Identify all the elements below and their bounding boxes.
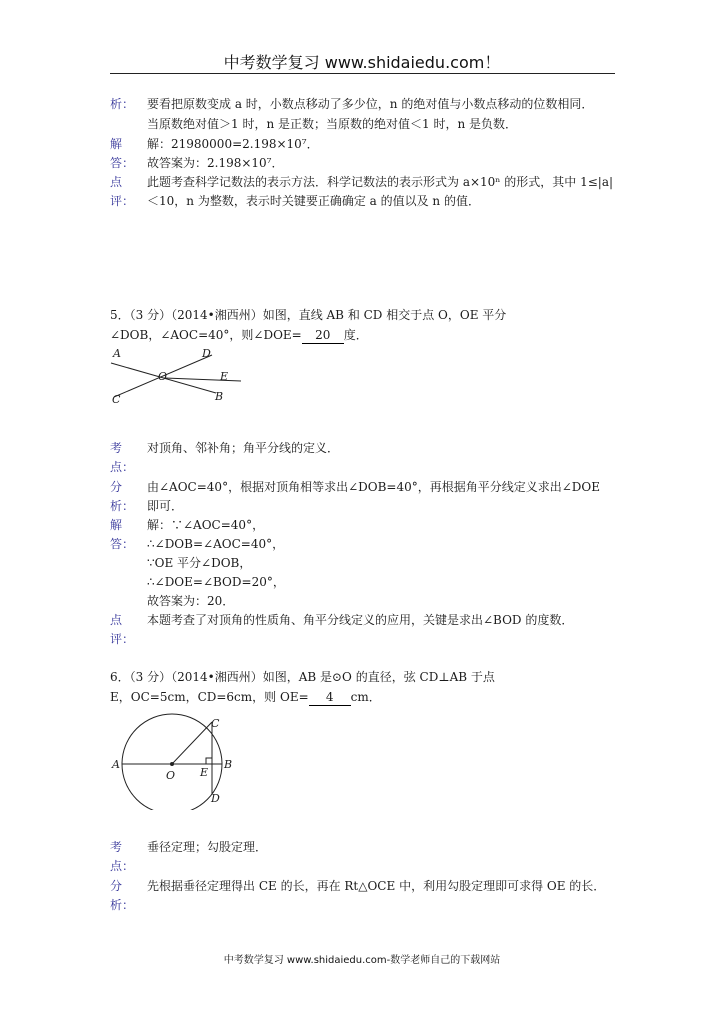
q6-stem-suffix: cm． — [350, 690, 381, 704]
q5-solution-line-2: ∴∠DOB=∠AOC=40°， — [147, 537, 285, 551]
q5-label-fen: 分 — [110, 480, 123, 494]
label-dian: 点 — [110, 175, 123, 189]
q6-label-d: D — [211, 792, 220, 805]
right-angle-mark — [206, 758, 212, 764]
q5-label-d: D — [202, 347, 211, 360]
ray-oe — [165, 378, 241, 381]
label-ping: 评： — [110, 194, 135, 208]
q5-solution-line-3: ∵OE 平分∠DOB， — [147, 556, 252, 570]
q6-label-dian: 点： — [110, 859, 135, 873]
page-footer: 中考数学复习 www.shidaiedu.com-数学老师自己的下载网站 — [223, 955, 501, 966]
q6-stem-line-1: 6．（3 分）（2014•湘西州）如图，AB 是⊙O 的直径，弦 CD⊥AB 于点 — [110, 670, 495, 684]
q5-label-a: A — [113, 347, 121, 360]
analysis-line-2: 当原数绝对值＞1 时，n 是正数；当原数的绝对值＜1 时，n 是负数． — [147, 117, 517, 131]
q5-label-ping: 评： — [110, 632, 135, 646]
q5-analysis-line-1: 由∠AOC=40°，根据对顶角相等求出∠DOB=40°，再根据角平分线定义求出∠DOE — [147, 480, 600, 494]
q5-stem-line-2 — [110, 327, 368, 344]
q6-label-kao: 考 — [110, 840, 123, 854]
solution-line-1: 解：21980000=2.198×10⁷． — [147, 137, 319, 151]
label-da: 答： — [110, 156, 135, 170]
q5-solution-line-4: ∴∠DOE=∠BOD=20°， — [147, 575, 285, 589]
q5-label-kao: 考 — [110, 441, 123, 455]
label-jie: 解 — [110, 137, 123, 151]
analysis-line-1: 要看把原数变成 a 时，小数点移动了多少位，n 的绝对值与小数点移动的位数相同． — [147, 97, 594, 111]
q5-knowledge-points: 对顶角、邻补角；角平分线的定义． — [147, 441, 340, 455]
q5-label-da: 答： — [110, 537, 135, 551]
q5-stem-line-1: 5．（3 分）（2014•湘西州）如图，直线 AB 和 CD 相交于点 O，OE 平分 — [110, 308, 507, 322]
q5-label-dian2: 点 — [110, 613, 123, 627]
q5-solution-line-1: 解：∵∠AOC=40°， — [147, 518, 265, 532]
q6-label-o: O — [166, 769, 176, 782]
q6-label-a: A — [112, 758, 120, 771]
q5-analysis-line-2: 即可． — [147, 499, 184, 513]
q5-label-b: B — [215, 390, 224, 403]
q5-label-dian1: 点： — [110, 460, 135, 474]
q6-stem-line-2 — [110, 689, 381, 706]
q6-label-e: E — [200, 766, 209, 779]
q5-comment: 本题考查了对顶角的性质角、角平分线定义的应用，关键是求出∠BOD 的度数． — [147, 613, 574, 627]
q5-label-xi: 析： — [110, 499, 135, 513]
center-point — [170, 762, 174, 766]
q6-label-b: B — [224, 758, 233, 771]
q6-label-xi: 析： — [110, 898, 135, 912]
q5-label-c: C — [112, 393, 121, 406]
q6-knowledge-points: 垂径定理；勾股定理． — [147, 840, 268, 854]
comment-line-1: 此题考查科学记数法的表示方法．科学记数法的表示形式为 a×10ⁿ 的形式，其中 1≤|a| — [147, 175, 614, 189]
q6-analysis-line-1: 先根据垂径定理得出 CE 的长，再在 Rt△OCE 中，利用勾股定理即可求得 OE 的长． — [147, 879, 606, 893]
q5-stem-suffix: 度． — [343, 328, 368, 342]
q5-solution-line-5: 故答案为：20． — [147, 594, 235, 608]
header-divider — [110, 73, 615, 74]
q6-figure-circle — [104, 710, 254, 810]
answer-line-1: 故答案为：2.198×10⁷． — [147, 156, 284, 170]
q6-stem-prefix: E，OC=5cm，CD=6cm，则 OE= — [110, 690, 309, 704]
label-xi: 析： — [110, 97, 135, 111]
q5-label-o: O — [158, 370, 168, 383]
q6-label-fen: 分 — [110, 879, 123, 893]
q6-label-c: C — [211, 717, 220, 730]
q5-figure-intersecting-lines — [108, 345, 248, 407]
q5-answer-blank: 20 — [302, 327, 344, 344]
comment-line-2: ＜10，n 为整数，表示时关键要正确确定 a 的值以及 n 的值． — [147, 194, 480, 208]
q6-answer-blank: 4 — [309, 689, 351, 706]
q5-stem-prefix: ∠DOB，∠AOC=40°，则∠DOE= — [110, 328, 302, 342]
q5-label-jie: 解 — [110, 518, 123, 532]
page-header-title: 中考数学复习 www.shidaiedu.com！ — [223, 53, 501, 72]
q5-label-e: E — [220, 370, 229, 383]
